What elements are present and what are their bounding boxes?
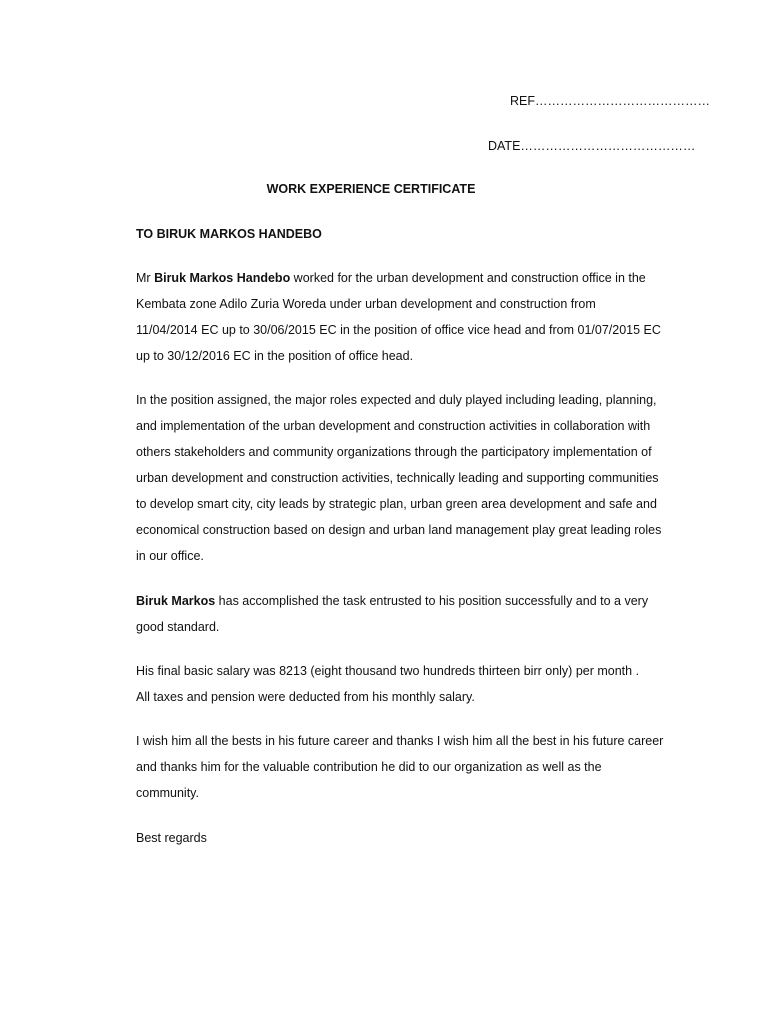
paragraph-line: I wish him all the bests in his future career and thanks I wish him all the best in his future career: [136, 734, 664, 748]
paragraph-line: urban development and construction activities, technically leading and supporting communities: [136, 471, 659, 485]
employee-name: Biruk Markos: [136, 594, 216, 608]
paragraph-line: to develop smart city, city leads by strategic plan, urban green area development and safe and: [136, 497, 657, 511]
paragraph-line: [136, 271, 646, 285]
paragraph-line: All taxes and pension were deducted from his monthly salary.: [136, 690, 475, 704]
wishes-paragraph: [136, 728, 676, 806]
paragraph-line: and thanks him for the valuable contribution he did to our organization as well as the: [136, 760, 602, 774]
employee-name: Biruk Markos Handebo: [154, 271, 291, 285]
salutation-prefix: Mr: [136, 271, 155, 285]
paragraph-line: Kembata zone Adilo Zuria Woreda under urban development and construction from: [136, 297, 596, 311]
recipient-line: TO BIRUK MARKOS HANDEBO: [136, 227, 322, 241]
document-title: WORK EXPERIENCE CERTIFICATE: [266, 182, 476, 196]
paragraph-line: and implementation of the urban development and construction activities in collaboration with: [136, 419, 651, 433]
date-line: DATE……………………………………: [488, 139, 696, 153]
paragraph-line: community.: [136, 786, 199, 800]
reference-line: REF……………………………………: [510, 94, 710, 108]
paragraph-line: economical construction based on design and urban land management play great leading roles: [136, 523, 662, 537]
paragraph-text: worked for the urban development and construction office in the: [290, 271, 646, 285]
paragraph-line: His final basic salary was 8213 (eight thousand two hundreds thirteen birr only) per month .: [136, 664, 640, 678]
accomplishment-paragraph: [136, 588, 676, 640]
paragraph-line: up to 30/12/2016 EC in the position of office head.: [136, 349, 414, 363]
paragraph-line: in our office.: [136, 549, 204, 563]
paragraph-line: In the position assigned, the major roles expected and duly played including leading, planning,: [136, 393, 657, 407]
roles-paragraph: [136, 387, 676, 569]
employment-period-paragraph: [136, 265, 676, 369]
closing-line: Best regards: [136, 831, 207, 845]
salary-paragraph: [136, 658, 676, 710]
paragraph-text: has accomplished the task entrusted to his position successfully and to a very: [215, 594, 649, 608]
paragraph-line: 11/04/2014 EC up to 30/06/2015 EC in the position of office vice head and from 01/07/2015 EC: [136, 323, 661, 337]
paragraph-line: others stakeholders and community organizations through the participatory implementation of: [136, 445, 652, 459]
paragraph-line: [136, 594, 648, 608]
paragraph-line: good standard.: [136, 620, 220, 634]
